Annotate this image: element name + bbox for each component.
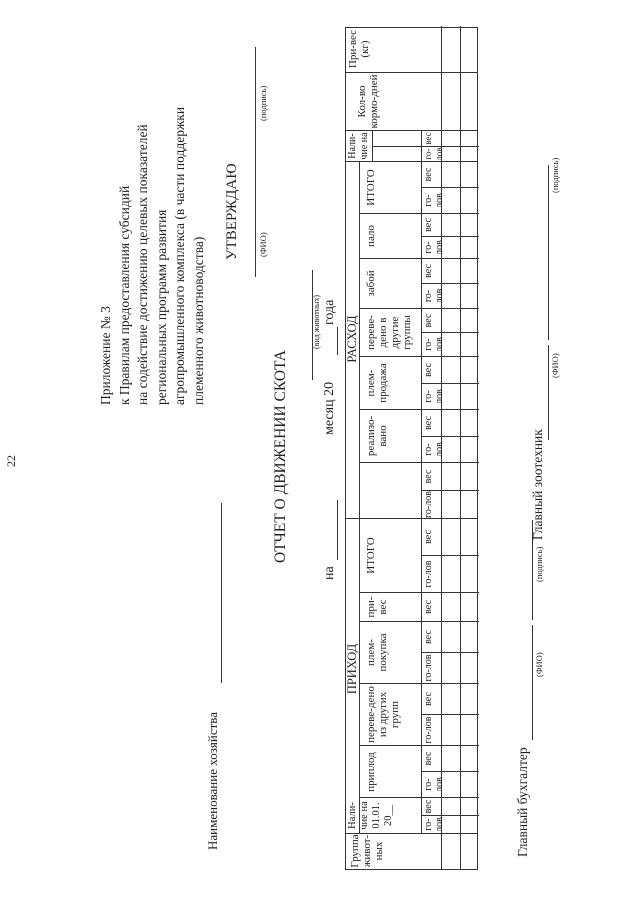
col-gain: При-вес (кг) [347, 29, 371, 69]
col-start-header: Нали-чие на 01.01. 20__ [347, 801, 394, 830]
page-number: 22 [4, 455, 18, 467]
sub-weight: вес [423, 363, 434, 377]
accountant-sign-caption: (подпись) [534, 546, 544, 582]
col-end-header: Нали-чие на [347, 132, 370, 160]
col-feed-days: Кол-во кормо-дней [356, 74, 380, 129]
sub-weight: вес [423, 167, 434, 182]
appendix-heading [97, 107, 208, 405]
col-income-total: ИТОГО [365, 537, 377, 574]
col-fallen: пало [365, 225, 377, 247]
sub-heads: го-лов [423, 491, 434, 518]
approval-sign-caption: (подпись) [258, 85, 268, 121]
col-weight-gain: при-вес [365, 596, 389, 618]
col-offspring: приплод [365, 752, 377, 792]
income-header: ПРИХОД [345, 643, 359, 695]
sub-weight: вес [423, 600, 434, 614]
sub-weight: вес [423, 218, 434, 232]
sub-heads: го-лов [423, 240, 445, 255]
appendix-line: на содействие достижению целевых показателей [135, 124, 150, 405]
sub-heads: го-лов [423, 654, 434, 682]
report-on-label: на [322, 566, 337, 580]
sub-weight: вес [423, 530, 434, 544]
col-group-header: Группа живот-ных [349, 834, 385, 868]
expense-header: РАСХОД [345, 315, 359, 363]
table-rule [359, 519, 360, 834]
organization-label: Наименование хозяйства [205, 711, 220, 850]
col-slaughter: забой [365, 270, 377, 297]
col-transferred-in: переве-дено из других групп [365, 686, 401, 743]
sub-heads: го-лов [423, 337, 445, 352]
sub-weight: вес [423, 416, 434, 430]
accountant-fio-caption: (ФИО) [534, 652, 544, 677]
sub-weight: вес [423, 799, 434, 814]
report-month-text: месяц 20 [322, 381, 337, 435]
animal-kind-caption: (вид животных) [312, 294, 321, 349]
table-rule [460, 26, 461, 869]
sub-heads: го-лов [423, 777, 445, 792]
zootechnician-sign-caption: (подпись) [550, 157, 560, 193]
col-transferred-out: переве-дено в другие группы [365, 315, 413, 350]
col-breed-purchase: плем-покупка [365, 633, 389, 672]
sub-heads: го-лов [423, 817, 445, 832]
col-expense-total: ИТОГО [365, 169, 377, 206]
sub-weight: вес [423, 264, 434, 278]
table-divider [359, 213, 479, 214]
sub-weight: вес [423, 313, 434, 328]
col-breed-sale: плем-продажа [365, 363, 389, 403]
livestock-movement-table [345, 27, 478, 870]
appendix-line: региональных программ развития [153, 209, 169, 405]
report-date-line [337, 500, 338, 560]
sub-weight: вес [423, 132, 433, 145]
appendix-line: Приложение № 3 [98, 306, 113, 405]
organization-fill-line [221, 503, 222, 683]
zootechnician-fio-caption: (ФИО) [550, 353, 560, 378]
accountant-fio-line [532, 625, 533, 740]
table-divider [359, 462, 479, 463]
sub-weight: вес [423, 469, 434, 484]
appendix-line: агропромышленного комплекса (в части поддержки [172, 106, 187, 405]
chief-zootechnician-label: Главный зоотехник [530, 429, 545, 540]
sub-heads: го-лов [423, 147, 444, 161]
approval-label: УТВЕРЖДАЮ [224, 163, 240, 260]
table-divider [359, 258, 479, 259]
sub-heads: го-лов [423, 389, 445, 404]
appendix-line: к Правилам предоставления субсидий [116, 185, 132, 405]
sub-heads: го-лов [423, 193, 445, 208]
zootechnician-sign-line [548, 165, 549, 340]
sub-weight: вес [423, 692, 434, 706]
approval-signature-line [255, 47, 256, 277]
table-divider [359, 745, 479, 746]
table-rule [359, 162, 360, 519]
approval-fio-caption: (ФИО) [258, 232, 268, 257]
sub-weight: вес [423, 751, 434, 766]
sub-heads: го-лов [423, 560, 434, 588]
report-year-suffix: года [322, 299, 337, 325]
chief-accountant-label: Главный бухгалтер [515, 747, 530, 857]
sub-heads: го-лов [423, 716, 434, 744]
report-year-line [337, 327, 338, 355]
sub-heads: го-лов [423, 288, 445, 304]
col-sold: реализо-вано [365, 415, 389, 457]
sub-weight: вес [423, 630, 434, 644]
sub-heads: го-лов [423, 442, 445, 457]
appendix-line: племенного животноводства) [190, 236, 206, 405]
zootechnician-fio-line [548, 345, 549, 440]
report-title: ОТЧЕТ О ДВИЖЕНИИ СКОТА [272, 350, 289, 563]
